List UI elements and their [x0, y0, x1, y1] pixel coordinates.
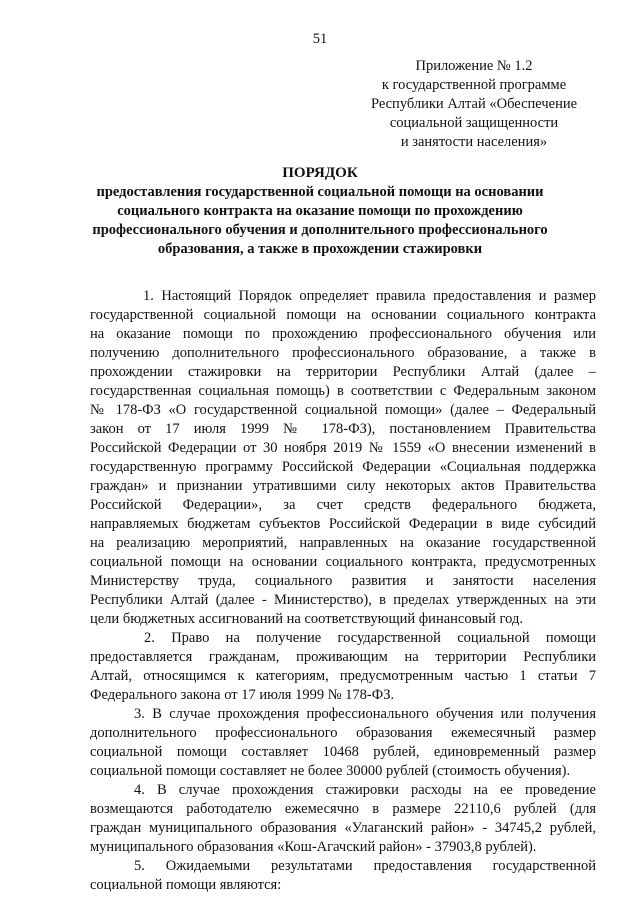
appendix-line: и занятости населения»	[400, 134, 548, 150]
appendix-line: Приложение № 1.2	[415, 58, 533, 74]
text-line: на оказание помощи по прохождению профессионального обучения или	[90, 326, 596, 342]
document-body	[90, 287, 596, 895]
document-title: ПОРЯДОК	[282, 165, 358, 181]
text-line: социальной помощи являются:	[90, 877, 282, 893]
subtitle-line: предоставления государственной социальной помощи на основании	[96, 184, 544, 200]
text-line: дополнительного профессионального образования ежемесячный размер	[90, 725, 596, 741]
text-line: предоставляется гражданам, проживающим на территории Республики	[90, 649, 596, 665]
subtitle-line: образования, а также в прохождении стажировки	[157, 241, 483, 257]
text-line: Министерству труда, социального развития и занятости населения	[90, 573, 596, 589]
text-line: 4. В случае прохождения стажировки расходы на ее проведение	[134, 782, 596, 798]
text-line: государственную программу Российской Федерации «Социальная поддержка	[90, 459, 596, 475]
text-line: закон от 17 июля 1999 № 178-ФЗ), постановлением Правительства	[90, 421, 596, 437]
text-line: 1. Настоящий Порядок определяет правила предоставления и размер	[143, 288, 596, 304]
text-line: социальной помощи составляет не более 30000 рублей (стоимость обучения).	[90, 763, 571, 779]
text-line: 3. В случае прохождения профессионального обучения или получения	[134, 706, 596, 722]
text-line: государственная социальная помощь) в соответствии с Федеральным законом	[90, 383, 596, 399]
paragraph-1	[90, 287, 596, 629]
appendix-note	[352, 57, 596, 152]
text-line: граждан» и признании утратившими силу некоторых актов Правительства	[90, 478, 596, 494]
text-line: социальной помощи на основании социального контракта, предусмотренных	[90, 554, 596, 570]
paragraph-4	[90, 781, 596, 857]
text-line: прохождении стажировки на территории Республики Алтай (далее –	[90, 364, 596, 380]
text-line: цели бюджетных ассигнований на соответствующий финансовый год.	[90, 611, 523, 627]
appendix-line: социальной защищенности	[389, 115, 559, 131]
text-line: № 178-ФЗ «О государственной социальной помощи» (далее – Федеральный	[90, 402, 596, 418]
text-line: социальной помощи составляет 10468 рублей, единовременный размер	[90, 744, 596, 760]
text-line: граждан муниципального образования «Улаганский район» - 34745,2 рублей,	[90, 820, 596, 836]
text-line: государственной социальной помощи на основании социального контракта	[90, 307, 596, 323]
text-line: 2. Право на получение государственной социальной помощи	[144, 630, 596, 646]
paragraph-5	[90, 857, 596, 895]
text-line: получению дополнительного профессионального образование, а также в	[90, 345, 596, 361]
text-line: на реализацию мероприятий, направленных на оказание государственной	[90, 535, 596, 551]
appendix-line: Республики Алтай «Обеспечение	[370, 96, 578, 112]
text-line: направляемых бюджетам субъектов Российской Федерации в виде субсидий	[90, 516, 596, 532]
text-line: 5. Ожидаемыми результатами предоставления государственной	[134, 858, 596, 874]
subtitle-line: профессионального обучения и дополнительного профессионального	[92, 222, 548, 238]
subtitle-line: социального контракта на оказание помощи по прохождению	[117, 203, 523, 219]
text-line: Российской Федерации», за счет средств федерального бюджета,	[90, 497, 596, 513]
text-line: Республики Алтай (далее - Министерство), в пределах утвержденных на эти	[90, 592, 596, 608]
appendix-line: к государственной программе	[381, 77, 567, 93]
text-line: Российской Федерации от 30 ноября 2019 № 1559 «О внесении изменений в	[90, 440, 596, 456]
text-line: Алтай, относящимся к категориям, предусмотренным частью 1 статьи 7	[90, 668, 596, 684]
paragraph-2	[90, 629, 596, 705]
text-line: возмещаются работодателю ежемесячно в размере 22110,6 рублей (для	[90, 801, 596, 817]
document-subtitle	[0, 183, 640, 259]
page-number: 51	[312, 31, 328, 47]
text-line: муниципального образования «Кош-Агачский район» - 37903,8 рублей).	[90, 839, 537, 855]
paragraph-3	[90, 705, 596, 781]
text-line: Федерального закона от 17 июля 1999 № 178-ФЗ.	[90, 687, 395, 703]
